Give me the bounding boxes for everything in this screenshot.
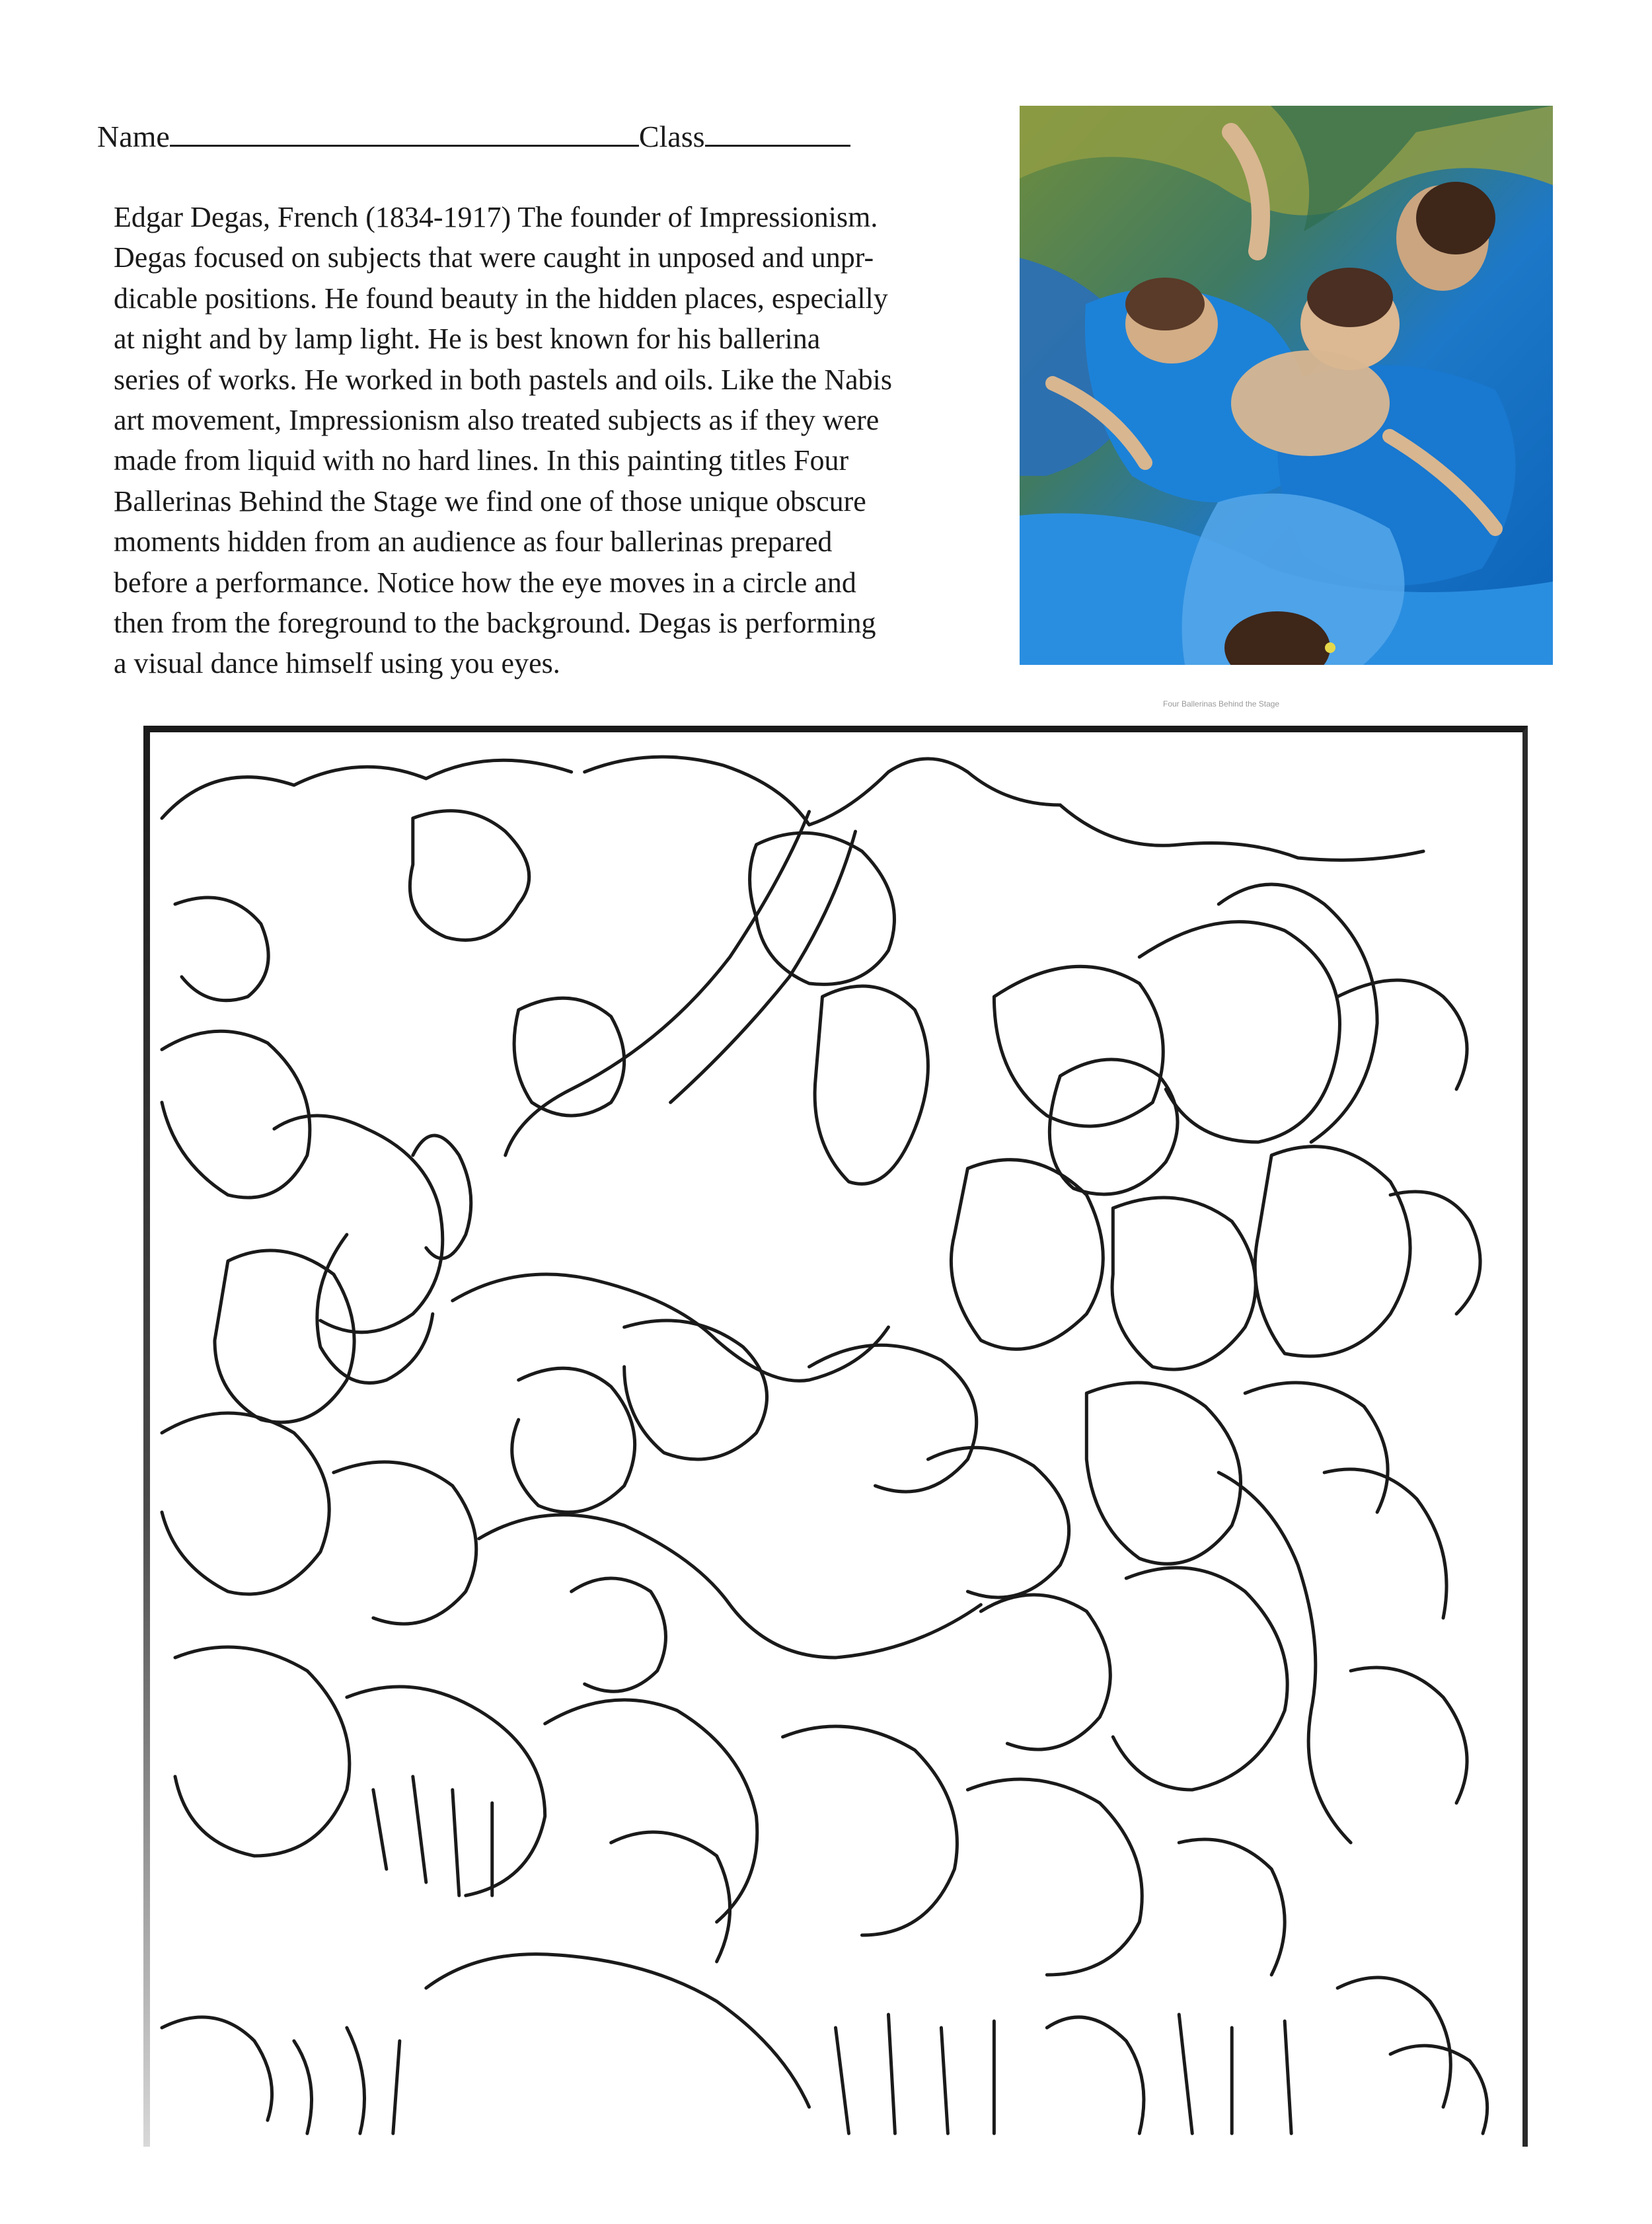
description-line: Degas focused on subjects that were caught in unposed and unpr-	[114, 241, 874, 274]
description-line: made from liquid with no hard lines. In this painting titles Four	[114, 444, 849, 477]
class-label: Class	[638, 120, 705, 153]
line-art-svg	[149, 732, 1522, 2147]
description-line: Edgar Degas, French (1834-1917) The founder of Impressionism.	[114, 201, 878, 233]
description-line: then from the foreground to the background. Degas is performing	[114, 607, 876, 640]
description-line: before a performance. Notice how the eye moves in a circle and	[114, 566, 856, 599]
description-line: moments hidden from an audience as four ballerinas prepared	[114, 525, 833, 558]
description-line: series of works. He worked in both pastels and oils. Like the Nabis	[114, 363, 892, 396]
description-line: a visual dance himself using you eyes.	[114, 647, 560, 680]
class-field[interactable]	[705, 122, 850, 147]
description-line: Ballerinas Behind the Stage we find one of those unique obscure	[114, 484, 866, 518]
artist-description	[114, 197, 986, 684]
description-line: art movement, Impressionism also treated subjects as if they were	[114, 404, 880, 437]
frame-left-edge	[143, 726, 150, 2147]
description-line: dicable positions. He found beauty in the hidden places, especially	[114, 282, 888, 315]
painting-caption: Four Ballerinas Behind the Stage	[1163, 699, 1280, 709]
name-label: Name	[97, 120, 170, 153]
painting-illustration	[1020, 106, 1553, 665]
name-field[interactable]	[170, 122, 639, 147]
description-line: at night and by lamp light. He is best known for his ballerina	[114, 323, 821, 356]
coloring-outline-drawing	[143, 726, 1528, 2147]
name-class-line	[97, 119, 850, 154]
degas-painting-image	[1020, 106, 1553, 665]
